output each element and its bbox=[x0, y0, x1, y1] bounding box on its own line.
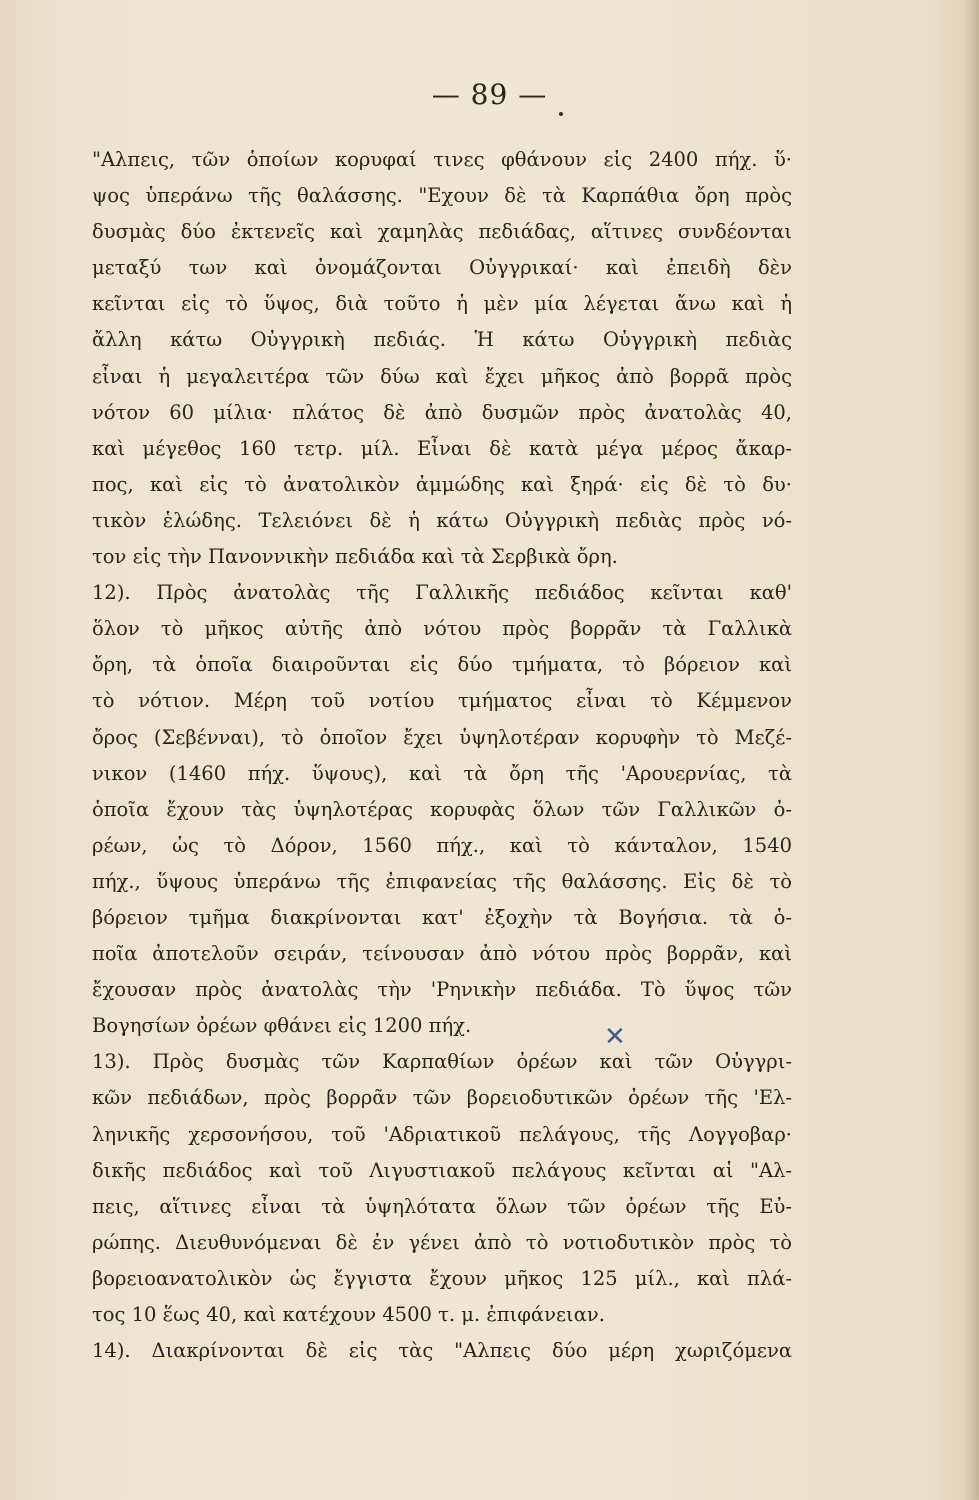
text-line: ὄρη, τὰ ὁποῖα διαιροῦνται εἰς δύο τμήματα, τὸ βόρειον καὶ bbox=[92, 653, 792, 677]
text-line: ἄλλη κάτω Οὐγγρικὴ πεδιάς. Ἡ κάτω Οὐγγρικὴ πεδιὰς bbox=[92, 328, 792, 352]
text-line: τος 10 ἕως 40, καὶ κατέχουν 4500 τ. μ. ἐπιφάνειαν. bbox=[92, 1303, 605, 1326]
text-line: βόρειον τμῆμα διακρίνονται κατ' ἐξοχὴν τὰ Βογήσια. τὰ ὁ- bbox=[92, 905, 792, 929]
text-line: καὶ μέγεθος 160 τετρ. μίλ. Εἶναι δὲ κατὰ μέγα μέρος ἄκαρ- bbox=[92, 436, 792, 460]
text-line: πήχ., ὕψους ὑπεράνω τῆς ἐπιφανείας τῆς θαλάσσης. Εἰς δὲ τὸ bbox=[92, 869, 792, 893]
page-edge-shadow bbox=[965, 0, 979, 1500]
text-line: τικὸν ἑλώδης. Τελειόνει δὲ ἡ κάτω Οὐγγρικὴ πεδιὰς πρὸς νό- bbox=[92, 508, 792, 532]
text-line: τον εἰς τὴν Πανοννικὴν πεδιάδα καὶ τὰ Σερβικὰ ὄρη. bbox=[92, 545, 618, 569]
text-line: 14). Διακρίνονται δὲ εἰς τὰς "Αλπεις δύο μέρη χωριζόμενα bbox=[92, 1339, 792, 1363]
text-line: κεῖνται εἰς τὸ ὕψος, διὰ τοῦτο ἡ μὲν μία λέγεται ἄνω καὶ ἡ bbox=[92, 292, 792, 316]
text-line: ὁποῖα ἔχουν τὰς ὑψηλοτέρας κορυφὰς ὅλων τῶν Γαλλικῶν ὀ- bbox=[92, 797, 792, 821]
text-line: δικῆς πεδιάδος καὶ τοῦ Λιγυστιακοῦ πελάγους κεῖνται αἱ "Αλ- bbox=[92, 1158, 792, 1182]
text-line: 12). Πρὸς ἀνατολὰς τῆς Γαλλικῆς πεδιάδος κεῖνται καθ' bbox=[92, 581, 792, 605]
text-line: "Αλπεις, τῶν ὁποίων κορυφαί τινες φθάνουν εἰς 2400 πήχ. ὕ· bbox=[92, 148, 792, 171]
text-line: νικον (1460 πήχ. ὕψους), καὶ τὰ ὄρη τῆς 'Αρουερνίας, τὰ bbox=[92, 761, 792, 785]
ink-dot bbox=[559, 112, 563, 116]
text-line: ψος ὑπεράνω τῆς θαλάσσης. "Εχουν δὲ τὰ Καρπάθια ὄρη πρὸς bbox=[92, 184, 792, 208]
text-line: βορειοανατολικὸν ὡς ἔγγιστα ἔχουν μῆκος 125 μίλ., καὶ πλά- bbox=[92, 1266, 792, 1290]
page-number: — 89 — bbox=[431, 78, 548, 111]
text-line: πεις, αἵτινες εἶναι τὰ ὑψηλότατα ὅλων τῶν ὀρέων τῆς Εὐ- bbox=[92, 1194, 792, 1218]
text-line: ληνικῆς χερσονήσου, τοῦ 'Αδριατικοῦ πελάγους, τῆς Λογγοβαρ· bbox=[92, 1122, 792, 1146]
text-line: μεταξύ των καὶ ὀνομάζονται Οὐγγρικαί· καὶ ἐπειδὴ δὲν bbox=[92, 256, 792, 280]
text-line: ὄρος (Σεβένναι), τὸ ὁποῖον ἔχει ὑψηλοτέραν κορυφὴν τὸ Μεζέ- bbox=[92, 725, 792, 749]
text-line: πος, καὶ εἰς τὸ ἀνατολικὸν ἀμμώδης καὶ ξηρά· εἰς δὲ τὸ δυ· bbox=[92, 472, 792, 496]
margin-cross-mark: ✕ bbox=[604, 1022, 626, 1052]
text-line: ρώπης. Διευθυνόμεναι δὲ ἐν γένει ἀπὸ τὸ νοτιοδυτικὸν πρὸς τὸ bbox=[92, 1230, 792, 1254]
body-text bbox=[92, 142, 792, 1369]
text-line: Βογησίων ὀρέων φθάνει εἰς 1200 πήχ. bbox=[92, 1014, 472, 1038]
text-line: τὸ νότιον. Μέρη τοῦ νοτίου τμήματος εἶναι τὸ Κέμμενον bbox=[92, 689, 792, 713]
text-line: ἔχουσαν πρὸς ἀνατολὰς τὴν 'Ρηνικὴν πεδιάδα. Τὸ ὕψος τῶν bbox=[92, 978, 792, 1002]
text-line: 13). Πρὸς δυσμὰς τῶν Καρπαθίων ὀρέων καὶ τῶν Οὐγγρι- bbox=[92, 1050, 792, 1074]
text-line: νότον 60 μίλια· πλάτος δὲ ἀπὸ δυσμῶν πρὸς ἀνατολὰς 40, bbox=[92, 400, 792, 424]
text-line: κῶν πεδιάδων, πρὸς βορρᾶν τῶν βορειοδυτικῶν ὀρέων τῆς 'Ελ- bbox=[92, 1086, 792, 1110]
text-line: ποῖα ἀποτελοῦν σειράν, τείνουσαν ἀπὸ νότου πρὸς βορρᾶν, καὶ bbox=[92, 942, 792, 966]
text-line: ὅλον τὸ μῆκος αὐτῆς ἀπὸ νότου πρὸς βορρᾶν τὰ Γαλλικὰ bbox=[92, 617, 792, 641]
text-line: εἶναι ἡ μεγαλειτέρα τῶν δύω καὶ ἔχει μῆκος ἀπὸ βορρᾶ πρὸς bbox=[92, 364, 792, 388]
text-line: ρέων, ὡς τὸ Δόρον, 1560 πήχ., καὶ τὸ κάνταλον, 1540 bbox=[92, 833, 792, 857]
text-line: δυσμὰς δύο ἐκτενεῖς καὶ χαμηλὰς πεδιάδας, αἵτινες συνδέονται bbox=[92, 220, 792, 244]
